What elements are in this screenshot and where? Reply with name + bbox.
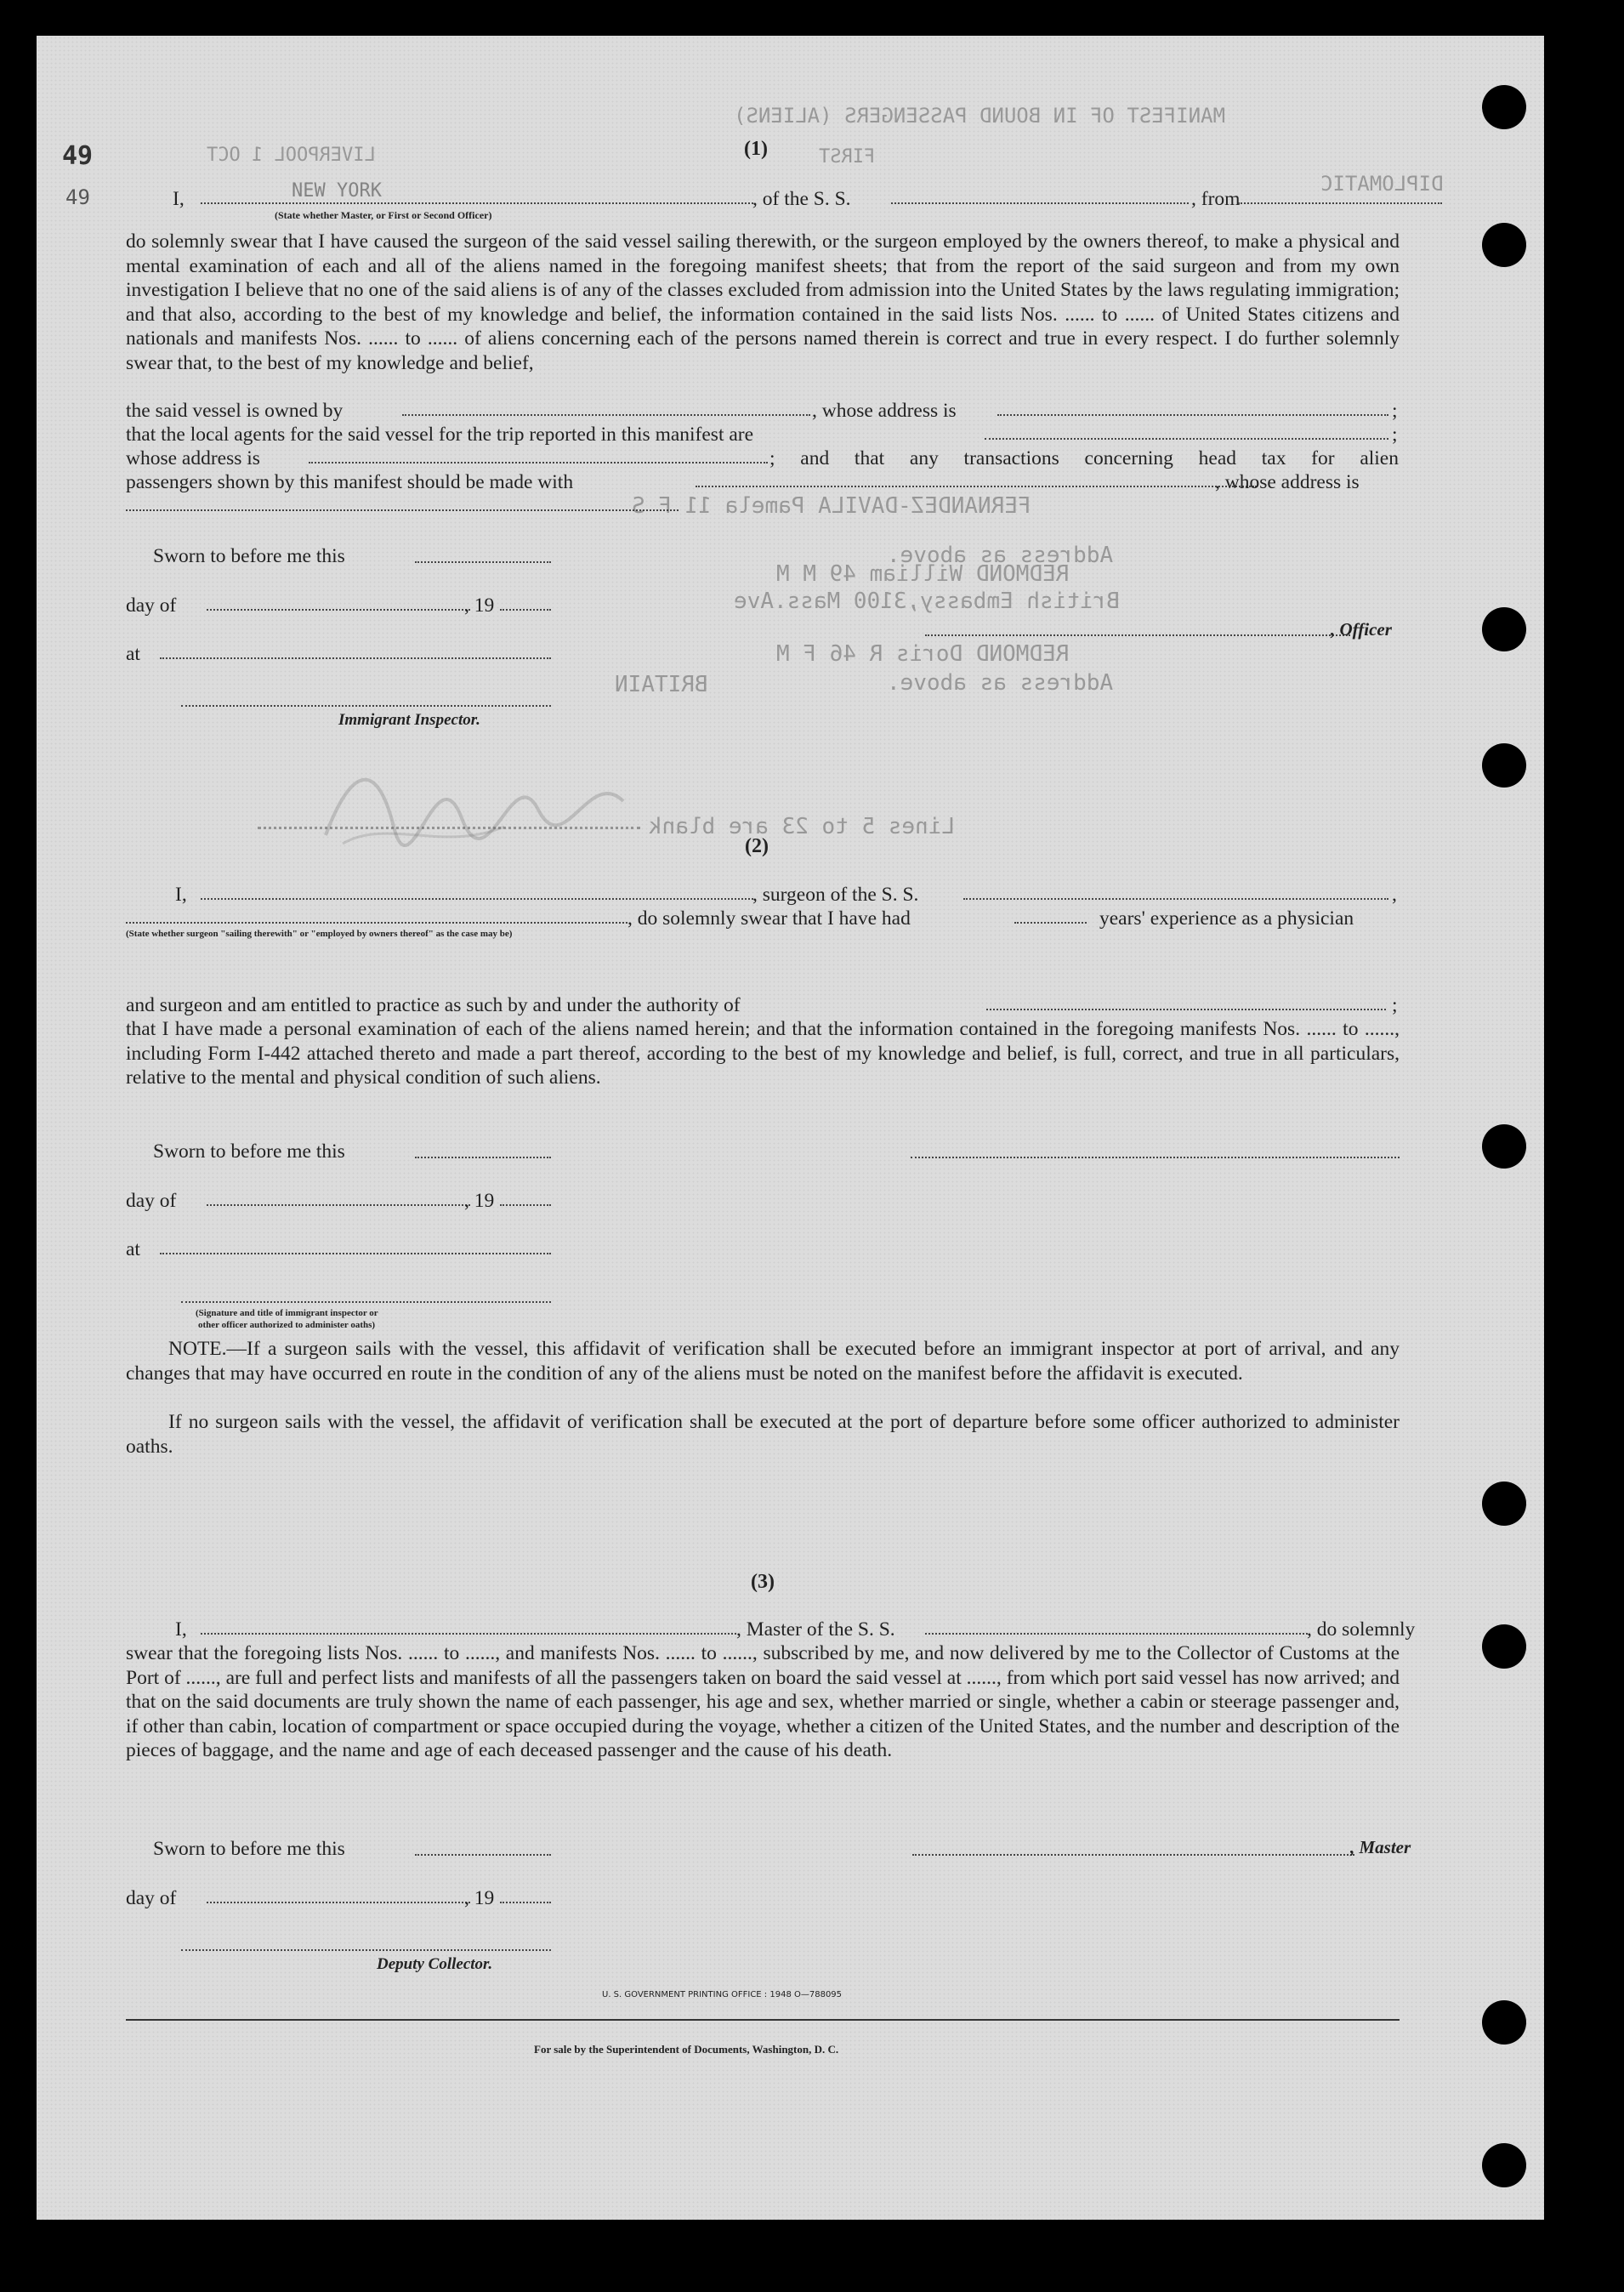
punch-hole	[1482, 2143, 1526, 2187]
bleed-through-text: British Embassy,3100 Mass.Ave	[734, 589, 1120, 614]
year-field[interactable]	[500, 1204, 551, 1206]
sheet-number: 49	[65, 185, 90, 209]
from-label: , from	[1191, 188, 1241, 210]
punch-hole	[1482, 85, 1526, 129]
head-tax-contact-field[interactable]	[696, 486, 1257, 487]
surgeon-caption: (State whether surgeon "sailing therewith" or "employed by owners thereof" as the case may be)	[126, 929, 513, 939]
at-label: at	[126, 643, 140, 665]
bleed-through-text: MANIFEST OF IN BOUND PASSENGERS (ALIENS)	[734, 104, 1225, 128]
punch-hole	[1482, 1124, 1526, 1169]
officer-signature-field[interactable]	[925, 634, 1350, 636]
head-tax-text: ; and that any transactions concerning head tax for alien	[769, 447, 1399, 469]
sworn-date-field[interactable]	[415, 561, 551, 563]
from-port-field[interactable]	[1238, 202, 1442, 204]
bleed-through-text: FERNANDEZ-DAVILA Pamela 11 F S	[632, 493, 1031, 519]
paragraph-text: that I have made a personal examination of each of the aliens named herein; and that the information contained in the foregoing manifests Nos. ...... to ......, including Form I-442 attached thereto and made a part thereof, according to the best of my knowledge and belief, is full, correct, and true in all particulars, relative to the mental and physical condition of such aliens.	[126, 1018, 1400, 1089]
bleed-through-text: FIRST	[819, 146, 876, 168]
contact-address-field[interactable]	[126, 509, 679, 511]
bleed-through-text: REDMOND Doris R 46 F M	[776, 641, 1070, 667]
surgeon-of-label: , surgeon of the S. S.	[752, 884, 919, 906]
note-text: If no surgeon sails with the vessel, the affidavit of verification shall be executed at the port of departure before some officer authorized to administer oaths.	[126, 1411, 1400, 1458]
master-vessel-field[interactable]	[925, 1633, 1308, 1635]
month-field[interactable]	[207, 1204, 470, 1206]
inspector-signature-field[interactable]	[181, 1301, 551, 1303]
form-page	[37, 36, 1544, 2220]
bleed-through-text: Address as above.	[887, 543, 1114, 568]
day-of-label: day of	[126, 1887, 177, 1909]
sec2-paragraph	[126, 1017, 1400, 1090]
footer-rule	[126, 2019, 1400, 2021]
do-solemnly-label: , do solemnly	[1307, 1618, 1416, 1641]
bleed-through-text: REDMOND William 49 M M	[776, 561, 1070, 587]
master-of-label: , Master of the S. S.	[736, 1618, 895, 1641]
whose-address-label: , whose address is	[812, 400, 957, 422]
master-signature-field[interactable]	[912, 1854, 1354, 1856]
authority-field[interactable]	[986, 1009, 1386, 1010]
note-paragraph-1	[126, 1337, 1400, 1385]
semicolon: ;	[1392, 400, 1398, 422]
signature-caption: other officer authorized to administer oaths)	[198, 1320, 376, 1330]
text: I,	[173, 188, 185, 210]
sec3-paragraph	[126, 1641, 1400, 1763]
surgeon-vessel-field[interactable]	[963, 898, 1388, 900]
semicolon: ;	[1392, 994, 1398, 1016]
year-label: , 19	[464, 1887, 495, 1909]
deputy-collector-label: Deputy Collector.	[377, 1955, 493, 1973]
punch-hole	[1482, 607, 1526, 651]
i-label: I,	[175, 884, 187, 906]
inspector-signature-field[interactable]	[181, 705, 551, 707]
bleed-through-text: DIPLOMATIC	[1320, 172, 1444, 196]
sworn-date-field[interactable]	[415, 1157, 551, 1158]
of-ss-label: , of the S. S.	[752, 188, 851, 210]
swear-label: , do solemnly swear that I have had	[627, 907, 911, 930]
year-field[interactable]	[500, 1902, 551, 1903]
master-label: , Master	[1350, 1837, 1411, 1857]
faint-signature	[317, 733, 674, 861]
local-agents-label: that the local agents for the said vessel for the trip reported in this manifest are	[126, 424, 754, 446]
gpo-imprint: U. S. GOVERNMENT PRINTING OFFICE : 1948 O—788095	[602, 1990, 843, 1999]
whose-address-label-2: whose address is	[126, 447, 260, 469]
month-field[interactable]	[207, 609, 470, 611]
filled-officer-text: NEW YORK	[292, 180, 382, 202]
master-name-field[interactable]	[201, 1633, 736, 1635]
inspector-label: Immigrant Inspector.	[338, 711, 480, 729]
punch-hole	[1482, 1482, 1526, 1526]
note-text: NOTE.—If a surgeon sails with the vessel, this affidavit of verification shall be executed before an immigrant inspector at port of arrival, and any changes that may have occurred en route in the condition of any of the aliens must be noted on the manifest before the affidavit is executed.	[126, 1338, 1400, 1385]
sworn-label: Sworn to before me this	[153, 1838, 345, 1860]
sheet-number: 49	[62, 141, 94, 171]
at-label: at	[126, 1238, 140, 1260]
year-label: , 19	[464, 594, 495, 617]
punch-hole	[1482, 223, 1526, 267]
vessel-name-field[interactable]	[891, 202, 1189, 204]
owner-field[interactable]	[402, 414, 810, 416]
dotted-scrap	[258, 827, 640, 829]
month-field[interactable]	[207, 1902, 470, 1903]
passengers-label: passengers shown by this manifest should be made with	[126, 471, 574, 493]
year-label: , 19	[464, 1190, 495, 1212]
comma: ,	[1392, 884, 1397, 906]
i-label: I,	[175, 1618, 187, 1641]
section-1-title: (1)	[744, 138, 768, 160]
officer-rank-field[interactable]	[201, 202, 753, 204]
authority-label: and surgeon and am entitled to practice as such by and under the authority of	[126, 994, 741, 1016]
bleed-through-text: BRITAIN	[615, 672, 708, 697]
place-field[interactable]	[160, 657, 551, 659]
place-field[interactable]	[160, 1253, 551, 1254]
paragraph-text: do solemnly swear that I have caused the surgeon of the said vessel sailing therewith, or the surgeon employed by the owners thereof, to make a physical and mental examination of each and all of the aliens named in the foregoing manifest sheets; that from the report of the said surgeon and from my own investigation I believe that no one of the said aliens is of any of the classes excluded from admission into the United States by the laws regulating immigration; and that also, according to the best of my knowledge and belief, the information contained in the said lists Nos. ...... to ...... of United States citizens and nationals and manifests Nos. ...... to ...... of aliens concerning each of the persons named therein is correct and true in every respect. I do further solemnly swear that, to the best of my knowledge and belief,	[126, 230, 1400, 374]
years-label: years' experience as a physician	[1099, 907, 1354, 930]
paragraph-text: swear that the foregoing lists Nos. ...... to ......, and manifests Nos. ...... to ......, subscribed by me, and now delivered by me to the Collector of Customs at the Port of ......, are full and perfect lists and manifests of all the passengers taken on board the said vessel at ......, from which port said vessel has now arrived; and that on the said documents are truly shown the name of each passenger, his age and sex, whether married or single, whether a cabin or steerage passenger and, if other than cabin, location of compartment or space occupied during the voyage, whether a citizen of the United States, and the number and description of the pieces of baggage, and the name and age of each deceased passenger and the cause of his death.	[126, 1642, 1400, 1761]
sec1-paragraph	[126, 230, 1400, 400]
sworn-date-field[interactable]	[415, 1854, 551, 1856]
day-of-label: day of	[126, 594, 177, 617]
bleed-through-text: LIVERPOOL 1 OCT	[207, 145, 376, 166]
years-field[interactable]	[1014, 922, 1087, 924]
officer-caption: (State whether Master, or First or Second Officer)	[275, 209, 492, 221]
year-field[interactable]	[500, 609, 551, 611]
surgeon-signature-field[interactable]	[911, 1157, 1400, 1158]
sale-imprint: For sale by the Superintendent of Documents, Washington, D. C.	[534, 2043, 839, 2056]
day-of-label: day of	[126, 1190, 177, 1212]
collector-signature-field[interactable]	[181, 1949, 551, 1951]
punch-hole	[1482, 743, 1526, 788]
signature-caption: (Signature and title of immigrant inspector or	[196, 1308, 378, 1318]
sec1-line-1	[173, 187, 185, 212]
section-2-title: (2)	[745, 835, 769, 857]
owned-by-label: the said vessel is owned by	[126, 400, 344, 422]
officer-label: , Officer	[1331, 619, 1392, 640]
punch-hole	[1482, 1624, 1526, 1669]
agent-address-field[interactable]	[309, 462, 768, 464]
surgeon-name-field[interactable]	[201, 898, 753, 900]
note-paragraph-2	[126, 1410, 1400, 1459]
surgeon-status-field[interactable]	[126, 922, 627, 924]
section-3-title: (3)	[751, 1571, 775, 1593]
local-agents-field[interactable]	[985, 438, 1388, 440]
bleed-through-text: Lines 5 to 23 are blank	[649, 814, 956, 839]
punch-hole	[1482, 2000, 1526, 2045]
whose-address-label-3: , whose address is	[1215, 471, 1360, 493]
bleed-through-text: Address as above.	[887, 670, 1114, 696]
semicolon: ;	[1392, 424, 1398, 446]
sworn-label: Sworn to before me this	[153, 545, 345, 567]
owner-address-field[interactable]	[997, 414, 1388, 416]
sworn-label: Sworn to before me this	[153, 1140, 345, 1163]
